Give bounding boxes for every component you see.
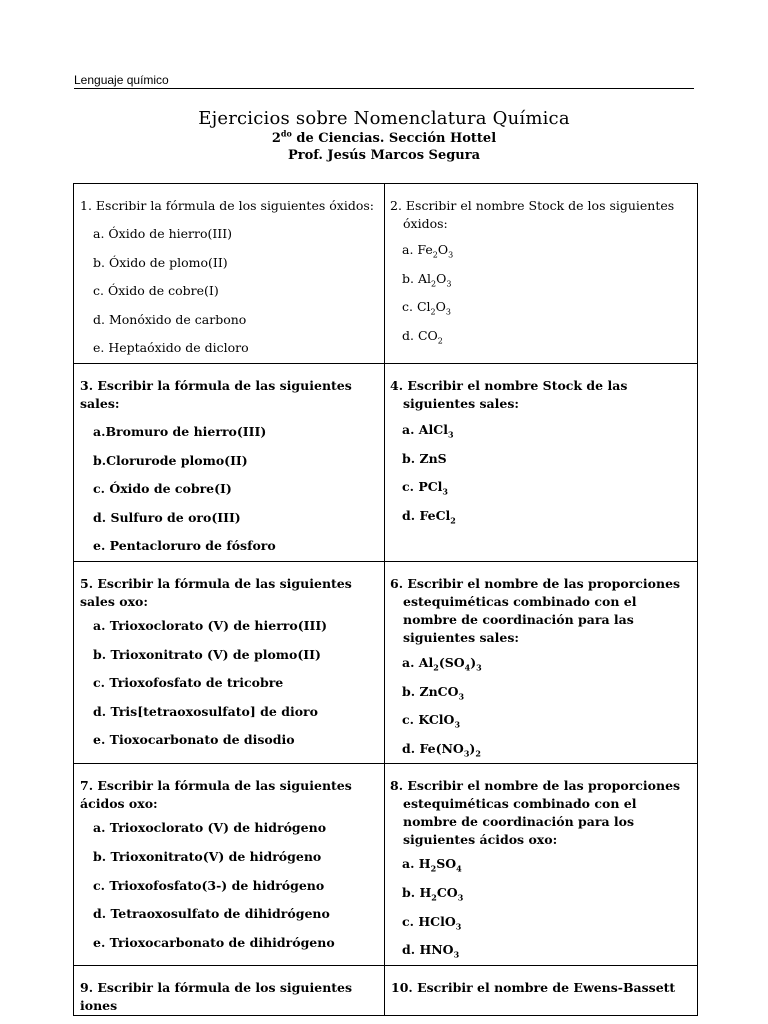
exercise-table <box>73 183 698 1016</box>
formula-subscript: 3 <box>453 949 460 960</box>
course-ordinal: do <box>280 128 292 139</box>
exercise-items <box>385 649 697 763</box>
formula-part: a. Al <box>402 654 434 670</box>
list-item <box>385 735 697 764</box>
list-item <box>385 649 697 678</box>
exercise-question: 7. Escribir la fórmula de las siguientes ácidos oxo: <box>80 778 352 812</box>
list-item <box>385 502 697 531</box>
formula-subscript: 3 <box>463 748 470 759</box>
list-item: b. Óxido de plomo(II) <box>93 254 228 270</box>
exercise-1 <box>74 184 385 364</box>
formula-subscript: 2 <box>432 250 438 260</box>
exercise-items <box>385 416 697 530</box>
list-item <box>385 322 697 351</box>
formula-part: b. ZnS <box>402 450 447 466</box>
formula-part: SO <box>436 856 457 872</box>
list-item: e. Tioxocarbonato de disodio <box>93 732 295 748</box>
course-line <box>0 130 768 147</box>
list-item: d. Tris[tetraoxosulfato] de dioro <box>93 703 318 719</box>
exercise-question: 9. Escribir la fórmula de los siguientes iones <box>80 979 353 1013</box>
list-item: b. Trioxonitrato(V) de hidrógeno <box>93 848 322 864</box>
list-item: c. Trioxofosfato(3-) de hidrógeno <box>93 877 325 893</box>
title-block <box>0 108 768 164</box>
formula-part: d. Fe(NO <box>402 740 464 756</box>
formula-subscript: 4 <box>464 662 471 673</box>
list-item <box>385 236 697 265</box>
exercise-5 <box>74 561 385 763</box>
formula-subscript: 2 <box>433 662 439 673</box>
list-item: b.Clorurode plomo(II) <box>93 452 248 468</box>
exercise-row-5 <box>74 965 698 1015</box>
formula-subscript: 3 <box>454 719 461 730</box>
exercise-items <box>74 612 384 755</box>
formula-subscript: 3 <box>455 921 462 931</box>
list-item: c. Óxido de cobre(I) <box>93 283 219 299</box>
formula-subscript: 3 <box>447 429 454 440</box>
exercise-row-3 <box>74 561 698 763</box>
formula-part: O <box>435 299 446 315</box>
list-item: e. Pentacloruro de fósforo <box>93 538 276 554</box>
exercise-row-2 <box>74 363 698 561</box>
formula-part: c. KClO <box>402 712 455 728</box>
formula-part: d. FeCl <box>402 507 451 523</box>
formula-part: b. ZnCO <box>402 683 459 699</box>
formula-part: a. AlCl <box>402 421 448 437</box>
exercise-7 <box>74 764 385 965</box>
exercise-question: 2. Escribir el nombre Stock de los siguientes óxidos: <box>390 198 675 231</box>
formula-subscript: 3 <box>458 691 465 702</box>
formula-part: d. HNO <box>402 942 454 958</box>
formula-part: O <box>437 242 449 257</box>
formula-part: b. H <box>402 884 432 900</box>
header-subject: Lenguaje químico <box>74 73 431 89</box>
formula-part: c. Cl <box>402 299 431 315</box>
formula-subscript: 2 <box>430 279 437 289</box>
formula-subscript: 3 <box>445 307 451 317</box>
list-item <box>385 445 697 474</box>
list-item: b. Trioxonitrato (V) de plomo(II) <box>93 646 321 662</box>
exercise-2 <box>385 184 698 364</box>
list-item <box>385 908 697 937</box>
course-number: 2 <box>271 131 281 146</box>
formula-subscript: 3 <box>448 250 454 260</box>
formula-subscript: 2 <box>431 892 437 903</box>
list-item <box>385 678 697 707</box>
list-item <box>385 416 697 445</box>
formula-part: (SO <box>438 654 465 670</box>
exercise-question: 1. Escribir la fórmula de los siguientes óxidos: <box>80 198 374 213</box>
formula-part: b. Al <box>402 270 431 286</box>
header-line <box>74 73 694 89</box>
formula-subscript: 2 <box>475 748 481 759</box>
formula-part: ) <box>469 740 476 756</box>
list-item: e. Heptaóxido de dicloro <box>93 340 249 356</box>
list-item <box>385 293 697 322</box>
exercise-question: 10. Escribir el nombre de Ewens-Bassett <box>391 979 676 995</box>
exercise-items <box>74 814 384 957</box>
list-item: a.Bromuro de hierro(III) <box>93 423 267 439</box>
page-title: Ejercicios sobre Nomenclatura Química <box>198 108 570 129</box>
exercise-10 <box>385 965 698 1015</box>
list-item <box>385 473 697 502</box>
formula-part: c. PCl <box>402 479 443 495</box>
formula-subscript: 4 <box>456 863 462 874</box>
list-item: a. Óxido de hierro(III) <box>93 226 233 241</box>
exercise-items <box>385 236 697 350</box>
header-blank-line <box>431 73 694 89</box>
formula-subscript: 3 <box>476 662 482 673</box>
list-item: d. Tetraoxosulfato de dihidrógeno <box>93 906 330 922</box>
formula-part: c. HClO <box>402 913 456 929</box>
formula-subscript: 2 <box>450 515 456 526</box>
list-item: a. Trioxoclorato (V) de hierro(III) <box>93 617 328 633</box>
exercise-items <box>74 220 384 363</box>
list-item: a. Trioxoclorato (V) de hidrógeno <box>93 820 327 836</box>
list-item <box>385 265 697 294</box>
exercise-question: 5. Escribir la fórmula de las siguientes sales oxo: <box>80 575 352 609</box>
formula-part: ) <box>470 654 477 670</box>
exercise-question: 4. Escribir el nombre Stock de las siguientes sales: <box>390 377 628 411</box>
formula-subscript: 2 <box>430 863 437 874</box>
exercise-3 <box>74 363 385 561</box>
exercise-question: 6. Escribir el nombre de las proporciones estequiméticas combinado con el nombre de coordinación para las siguientes sales: <box>390 575 681 645</box>
exercise-question: 8. Escribir el nombre de las proporciones estequiméticas combinado con el nombre de coordinación para los siguientes ácidos oxo: <box>390 778 681 848</box>
formula-subscript: 2 <box>437 336 443 346</box>
formula-subscript: 3 <box>442 486 448 497</box>
formula-part: a. Fe <box>402 242 433 257</box>
formula-subscript: 3 <box>446 279 452 289</box>
exercise-items <box>385 850 697 964</box>
exercise-row-1 <box>74 184 698 364</box>
exercise-6 <box>385 561 698 763</box>
formula-subscript: 2 <box>430 307 436 317</box>
list-item: e. Trioxocarbonato de dihidrógeno <box>93 934 335 950</box>
formula-part: a. H <box>402 856 431 872</box>
exercise-row-4 <box>74 764 698 965</box>
list-item <box>385 879 697 908</box>
list-item <box>385 936 697 965</box>
formula-subscript: 3 <box>457 892 464 903</box>
list-item: c. Trioxofosfato de tricobre <box>93 675 284 691</box>
course-name: de Ciencias. Sección Hottel <box>291 131 497 146</box>
formula-part: O <box>436 270 447 286</box>
exercise-4 <box>385 363 698 561</box>
list-item <box>385 850 697 879</box>
list-item: d. Monóxido de carbono <box>93 311 247 327</box>
formula-part: CO <box>436 884 458 900</box>
list-item: c. Óxido de cobre(I) <box>93 481 232 497</box>
professor-line: Prof. Jesús Marcos Segura <box>287 148 481 163</box>
list-item <box>385 706 697 735</box>
list-item: d. Sulfuro de oro(III) <box>93 509 241 525</box>
exercise-9 <box>74 965 385 1015</box>
exercise-items <box>74 418 384 561</box>
exercise-question: 3. Escribir la fórmula de las siguientes sales: <box>80 377 352 411</box>
exercise-8 <box>385 764 698 965</box>
formula-part: d. CO <box>402 327 438 343</box>
